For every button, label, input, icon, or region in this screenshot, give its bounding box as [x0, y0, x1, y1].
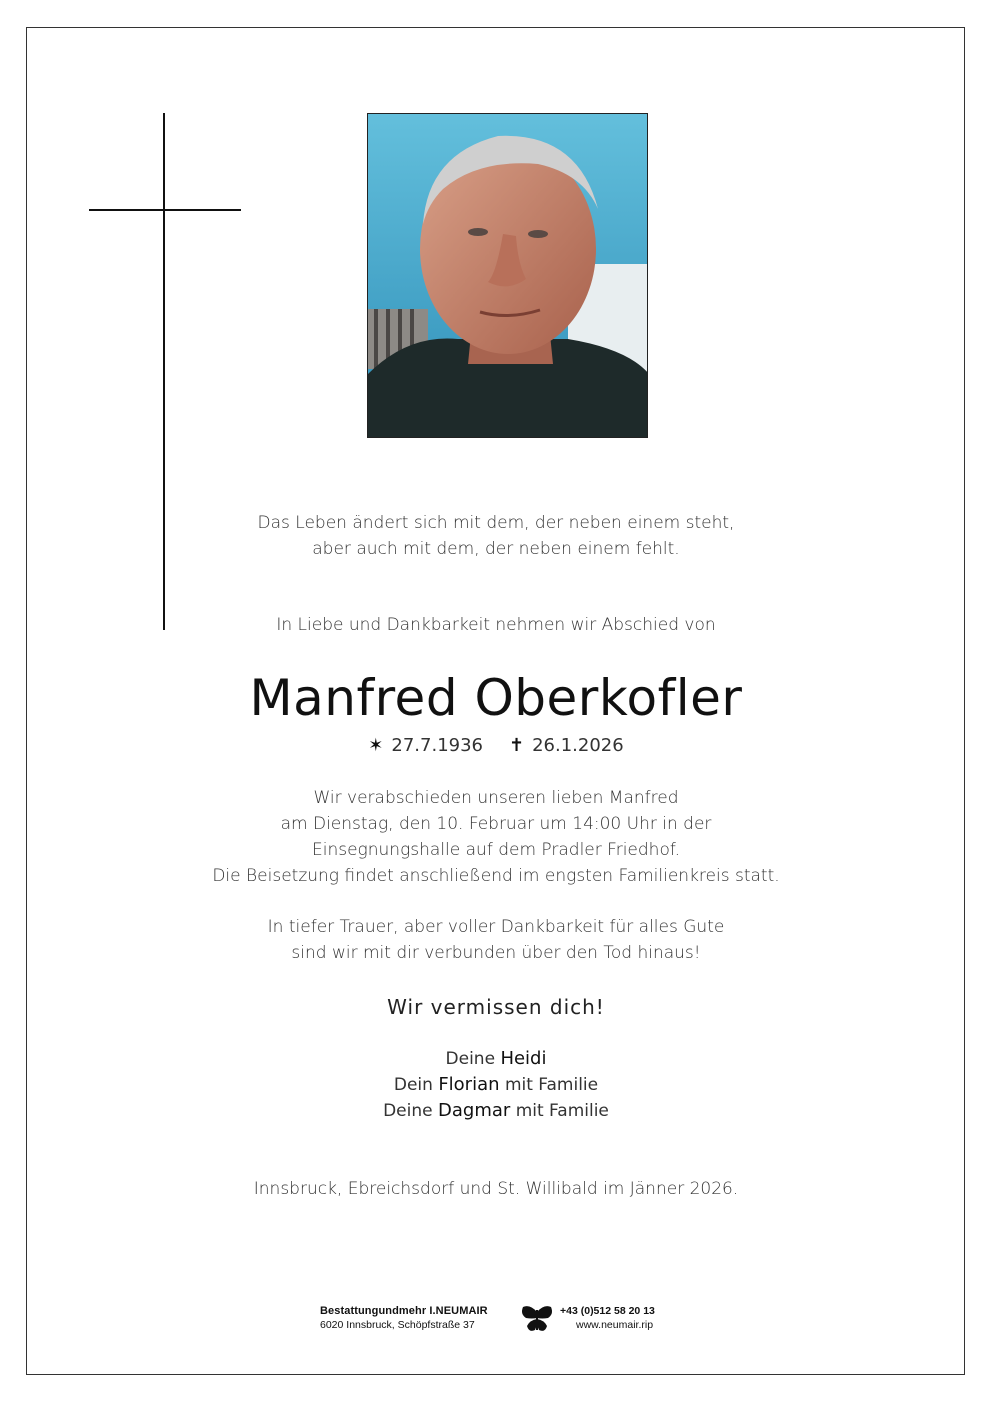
portrait-photo	[367, 113, 648, 438]
cross-icon-horizontal	[89, 209, 241, 211]
family-list	[0, 1046, 992, 1124]
company-name: Bestattungundmehr I.NEUMAIR	[320, 1305, 488, 1317]
family-name: Heidi	[500, 1048, 547, 1069]
family-name: Florian	[438, 1074, 500, 1095]
funeral-line-2: am Dienstag, den 10. Februar um 14:00 Uhr in der	[280, 814, 712, 834]
family-name: Dagmar	[438, 1100, 511, 1121]
family-member	[0, 1098, 992, 1124]
intro-text: In Liebe und Dankbarkeit nehmen wir Abschied von	[276, 615, 716, 635]
death-date: 26.1.2026	[532, 735, 624, 756]
funeral-info	[0, 785, 992, 889]
death-cross-icon: ✝	[509, 735, 525, 756]
footer	[0, 1304, 992, 1334]
life-dates	[0, 733, 992, 759]
family-member	[0, 1046, 992, 1072]
company-website[interactable]: www.neumair.rip	[576, 1319, 654, 1331]
funeral-line-4: Die Beisetzung findet anschließend im engsten Familienkreis statt.	[212, 866, 780, 886]
family-suffix: mit Familie	[515, 1101, 609, 1121]
family-suffix: mit Familie	[504, 1075, 599, 1095]
family-prefix: Deine	[445, 1049, 496, 1069]
family-prefix: Deine	[383, 1101, 433, 1121]
company-phone: +43 (0)512 58 20 13	[560, 1305, 655, 1317]
family-prefix: Dein	[393, 1075, 433, 1095]
family-member	[0, 1072, 992, 1098]
footer-contact-block	[560, 1304, 655, 1332]
quote-line-1: Das Leben ändert sich mit dem, der neben einem steht,	[257, 513, 735, 533]
footer-company-block	[320, 1304, 488, 1332]
funeral-line-3: Einsegnungshalle auf dem Pradler Friedhof.	[312, 840, 680, 860]
deceased-name: Manfred Oberkofler	[249, 669, 743, 727]
quote-line-2: aber auch mit dem, der neben einem fehlt.	[312, 539, 680, 559]
birth-star-icon: ✶	[368, 735, 384, 756]
company-address: 6020 Innsbruck, Schöpfstraße 37	[320, 1319, 475, 1331]
butterfly-icon	[520, 1304, 554, 1334]
place-date: Innsbruck, Ebreichsdorf und St. Willibald im Jänner 2026.	[253, 1179, 739, 1199]
funeral-line-1: Wir verabschieden unseren lieben Manfred	[313, 788, 679, 808]
mourning-line-1: In tiefer Trauer, aber voller Dankbarkeit für alles Gute	[267, 917, 725, 937]
quote	[0, 510, 992, 562]
closing-text: Wir vermissen dich!	[387, 995, 605, 1019]
birth-date: 27.7.1936	[391, 735, 483, 756]
mourning-line-2: sind wir mit dir verbunden über den Tod hinaus!	[291, 943, 701, 963]
mourning-text	[0, 914, 992, 966]
